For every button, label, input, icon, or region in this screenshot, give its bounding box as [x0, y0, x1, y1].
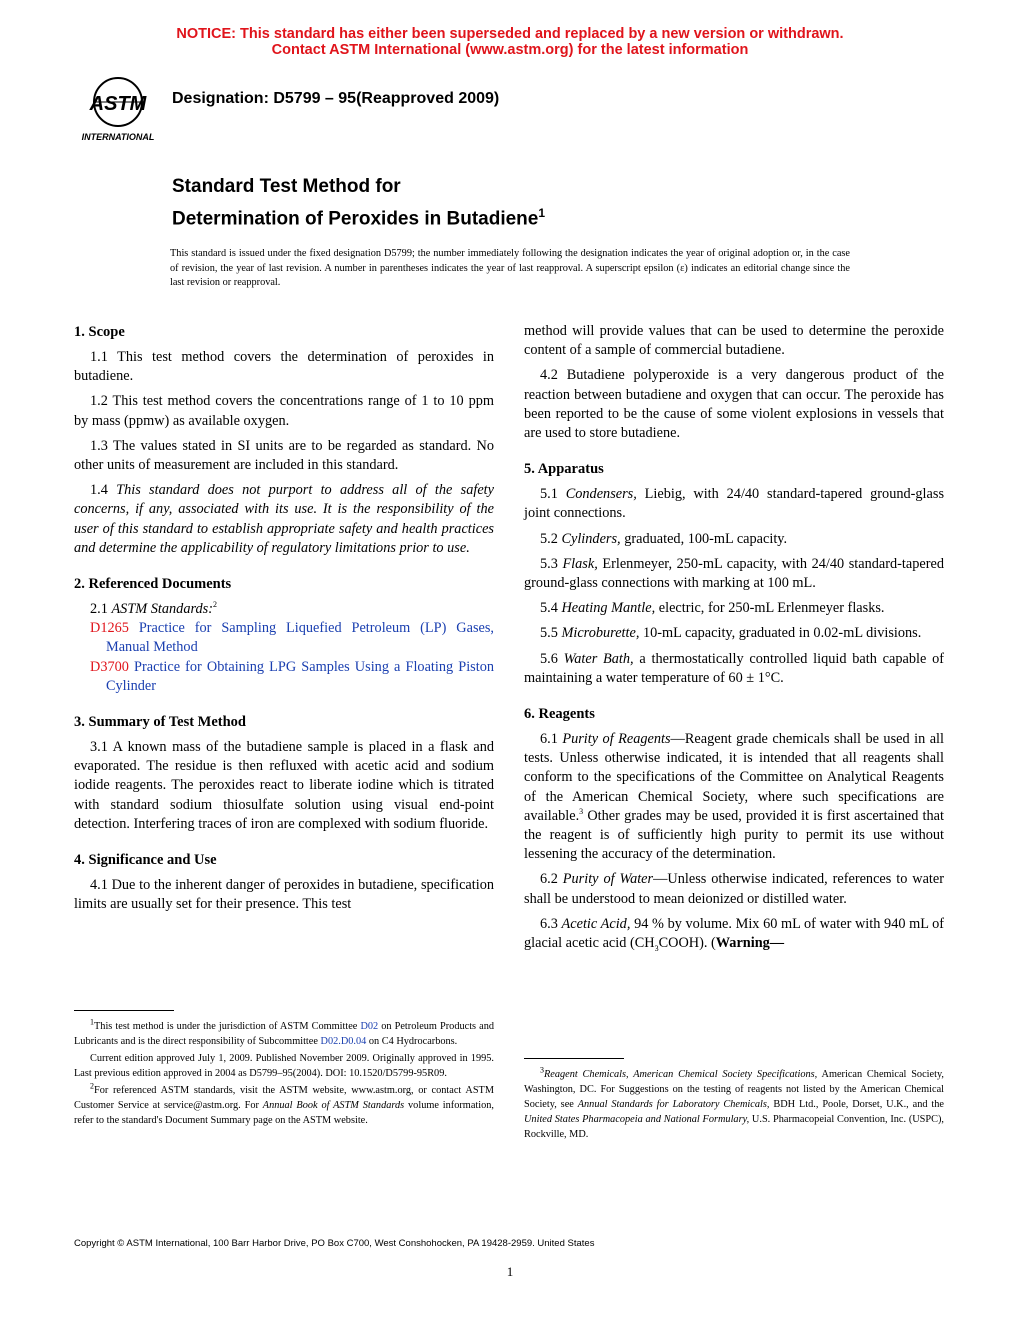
footnote-2-mark: 2 — [90, 1081, 94, 1091]
significance-4-1-part2: method will provide values that can be used to determine the peroxide content of a sample of commercial butadiene. — [524, 323, 944, 359]
logo-letters: ASTM — [89, 93, 147, 115]
footnote-1-mark: 1 — [90, 1017, 94, 1027]
designation: Designation: D5799 – 95(Reapproved 2009) — [172, 90, 500, 107]
reagents-heading: 6. Reagents — [524, 706, 595, 723]
footnote-1 — [74, 1019, 494, 1049]
scope-1-2: 1.2 This test method covers the concentrations range of 1 to 10 ppm by mass (ppmw) as available oxygen. — [74, 393, 494, 429]
footnote-1-b: on Petroleum Products and Lubricants and is the direct responsibility of Subcommittee — [74, 1021, 495, 1047]
title-text: Determination of Peroxides in Butadiene — [172, 208, 539, 230]
astm-standards-num: 2.1 — [90, 601, 108, 618]
ref-item-d3700[interactable] — [74, 658, 494, 696]
referenced-heading: 2. Referenced Documents — [74, 576, 232, 593]
section-summary — [74, 712, 494, 834]
section-scope — [74, 322, 494, 558]
reagents-6-2-term: Purity of Water — [562, 871, 654, 888]
reagents-6-3-term: Acetic Acid, — [561, 915, 631, 932]
scope-1-4-text: This standard does not purport to address all of the safety concerns, if any, associated with its use. It is the responsibility of the user of this standard to establish appropriate safety and health practices and determine the applicability of regulatory limitations prior to use. — [74, 482, 494, 556]
ref-code-d3700[interactable]: D3700 — [90, 658, 129, 675]
footnote-2-b: volume information, refer to the standard's Document Summary page on the ASTM website. — [74, 1100, 494, 1126]
footnote-1-c: on C4 Hydrocarbons. — [366, 1036, 458, 1047]
footnote-rule — [74, 1010, 174, 1011]
footnote-block — [74, 1019, 494, 1128]
reagents-6-3 — [524, 915, 944, 953]
apparatus-5-2-term: Cylinders, — [561, 530, 621, 547]
notice-line-2: Contact ASTM International (www.astm.org) for the latest information — [271, 42, 749, 58]
section-significance-cont — [524, 322, 944, 443]
footnote-3-c: U.S. Pharmacopeial Convention, Inc. (USPC), Rockville, MD. — [524, 1114, 945, 1140]
scope-1-3: 1.3 The values stated in SI units are to be regarded as standard. No other units of measurement are included in this standard. — [74, 437, 494, 474]
page-number: 1 — [506, 1264, 514, 1279]
summary-heading: 3. Summary of Test Method — [74, 714, 246, 731]
apparatus-5-5-num: 5.5 — [540, 625, 558, 642]
footnote-rule-right — [524, 1058, 624, 1059]
ref-title-d1265[interactable]: Practice for Sampling Liquefied Petroleum (LP) Gases, Manual Method — [106, 620, 494, 656]
apparatus-5-6-term: Water Bath, — [563, 650, 634, 667]
title-line-2 — [172, 200, 545, 232]
apparatus-5-5-term: Microburette, — [561, 625, 640, 642]
astm-standards-mark: 2 — [213, 600, 217, 610]
reagents-6-1-mark: 3 — [579, 807, 584, 817]
footnote-3-italic-3: United States Pharmacopeia and National Formulary, — [524, 1114, 750, 1125]
reagents-6-3-num: 6.3 — [540, 915, 558, 932]
copyright: Copyright © ASTM International, 100 Barr Harbor Drive, PO Box C700, West Conshohocken, PA 19428-2959. United States — [74, 1238, 595, 1249]
apparatus-5-3 — [524, 555, 944, 593]
apparatus-5-4-num: 5.4 — [540, 600, 558, 617]
footnote-3-italic-1: Reagent Chemicals, American Chemical Society Specifications, — [544, 1069, 818, 1080]
title-line-1: Standard Test Method for — [172, 176, 401, 197]
footnote-2-italic: Annual Book of ASTM Standards — [262, 1100, 405, 1111]
footnote-2-a: For referenced ASTM standards, visit the ASTM website, www.astm.org, or contact ASTM Customer Service at service@astm.org. For — [74, 1085, 494, 1111]
reagents-6-1 — [524, 730, 944, 864]
reagents-6-1-term: Purity of Reagents — [562, 731, 671, 748]
astm-standards-label — [74, 600, 494, 619]
footnote-3-mark: 3 — [540, 1065, 544, 1075]
apparatus-5-3-num: 5.3 — [540, 555, 558, 572]
logo-subtext: INTERNATIONAL — [81, 132, 155, 142]
subcommittee-link[interactable]: D02.D0.04 — [320, 1036, 367, 1047]
reagents-6-2 — [524, 870, 944, 908]
section-apparatus — [524, 459, 944, 688]
significance-4-1-part1: 4.1 Due to the inherent danger of peroxides in butadiene, specification limits are usually set for their presence. This test — [74, 877, 494, 913]
notice-line-1: NOTICE: This standard has either been superseded and replaced by a new version or withdrawn. — [176, 26, 844, 42]
right-footnotes — [524, 1058, 944, 1144]
reagents-6-2-num: 6.2 — [540, 871, 558, 888]
significance-heading: 4. Significance and Use — [74, 852, 217, 869]
reagents-6-3-sub: 3 — [654, 943, 659, 953]
astm-logo-icon — [74, 74, 162, 144]
summary-3-1: 3.1 A known mass of the butadiene sample is placed in a flask and evaporated. The residue is then refluxed with acetic acid and sodium iodide reagents. The peroxides react to liberate iodine which is titrated with standard sodium thiosulfate solution using visual end-point detection. Interfering traces of iron are complexed with sodium fluoride. — [74, 739, 494, 832]
ref-item-d1265[interactable] — [74, 619, 494, 657]
apparatus-5-1-num: 5.1 — [540, 486, 558, 503]
footnote-3 — [524, 1067, 944, 1142]
apparatus-5-3-text: Erlenmeyer, 250-mL capacity, with 24/40 standard-tapered ground-glass connections with marking at 100 mL. — [524, 555, 944, 592]
reagents-6-3-warning: Warning— — [715, 935, 785, 952]
significance-4-2: 4.2 Butadiene polyperoxide is a very dangerous product of the reaction between butadiene and oxygen that can occur. The peroxide has been reported to be the cause of some violent explosions in vessels that are used to store butadiene. — [524, 367, 944, 442]
title-footnote-mark: 1 — [538, 206, 546, 220]
reagents-6-3-text-a: 94 % by volume. Mix 60 mL of water with 940 mL of glacial acetic acid (CH — [524, 915, 945, 952]
apparatus-5-1-text: Liebig, with 24/40 standard-tapered ground-glass joint connections. — [524, 486, 945, 522]
apparatus-5-2 — [524, 530, 944, 549]
footnote-1-approval: Current edition approved July 1, 2009. Published November 2009. Originally approved in 1995. Last previous edition approved in 2004 as D5799–95(2004). DOI: 10.1520/D5799-95R09. — [74, 1053, 494, 1079]
ref-code-d1265[interactable]: D1265 — [90, 620, 129, 637]
withdrawal-notice — [0, 26, 1020, 58]
footnote-3-b: BDH Ltd., Poole, Dorset, U.K., and the — [769, 1099, 944, 1110]
apparatus-5-5-text: 10-mL capacity, graduated in 0.02-mL divisions. — [642, 625, 922, 642]
footnote-1-a: This test method is under the jurisdiction of ASTM Committee — [94, 1021, 361, 1032]
document-title — [172, 174, 545, 232]
left-column — [74, 322, 494, 930]
scope-1-4 — [74, 481, 494, 558]
ref-title-d3700[interactable]: Practice for Obtaining LPG Samples Using a Floating Piston Cylinder — [106, 658, 494, 694]
apparatus-5-6-num: 5.6 — [540, 650, 558, 667]
reagents-6-2-text: —Unless otherwise indicated, references to water shall be understood to mean deionized or distilled water. — [524, 871, 945, 907]
reagents-6-1-text-b: Other grades may be used, provided it is first ascertained that the reagent is of sufficiently high purity to permit its use without lessening the accuracy of the determination. — [524, 807, 944, 863]
intro-paragraph: This standard is issued under the fixed designation D5799; the number immediately following the designation indicates the year of original adoption or, in the case of revision, the year of last revision. A number in parentheses indicates the year of last reapproval. A superscript epsilon (ε) indicates an editorial change since the last revision or reapproval. — [170, 248, 850, 288]
apparatus-5-2-text: graduated, 100-mL capacity. — [624, 530, 788, 547]
scope-1-4-num: 1.4 — [90, 482, 108, 499]
footnote-2 — [74, 1083, 494, 1128]
reagents-6-3-text-b: COOH). ( — [658, 935, 716, 952]
scope-heading: 1. Scope — [74, 324, 125, 340]
scope-1-1: 1.1 This test method covers the determination of peroxides in butadiene. — [74, 349, 494, 385]
apparatus-5-6-text: a thermostatically controlled liquid bath capable of maintaining a water temperature of 60 ± 1°C. — [524, 650, 945, 686]
committee-link[interactable]: D02 — [360, 1021, 379, 1032]
apparatus-5-1-term: Condensers, — [565, 486, 637, 503]
section-significance — [74, 850, 494, 914]
footnote-block-right — [524, 1067, 944, 1142]
apparatus-5-3-term: Flask, — [562, 555, 598, 572]
astm-standards-text: ASTM Standards: — [111, 601, 213, 618]
astm-logo — [74, 74, 162, 144]
left-footnotes — [74, 1010, 494, 1130]
section-referenced-documents — [74, 574, 494, 696]
apparatus-5-2-num: 5.2 — [540, 530, 558, 547]
footnote-3-italic-2: Annual Standards for Laboratory Chemicals, — [577, 1099, 770, 1110]
apparatus-5-4-text: electric, for 250-mL Erlenmeyer flasks. — [658, 600, 885, 617]
section-reagents — [524, 704, 944, 953]
apparatus-5-5 — [524, 624, 944, 643]
apparatus-heading: 5. Apparatus — [524, 461, 604, 478]
reagents-6-1-text-a: —Reagent grade chemicals shall be used in all tests. Unless otherwise indicated, it is intended that all reagents shall conform to the specifications of the Committee on Analytical Reagents of the American Chemical Society, where such specifications are available. — [524, 731, 944, 824]
apparatus-5-1 — [524, 485, 944, 523]
apparatus-5-4 — [524, 599, 944, 618]
footnote-3-a: American Chemical Society, Washington, DC. For Suggestions on the testing of reagents not listed by the American Chemical Society, see — [524, 1069, 945, 1110]
reagents-6-1-num: 6.1 — [540, 731, 558, 748]
right-column — [524, 322, 944, 969]
apparatus-5-4-term: Heating Mantle, — [561, 600, 656, 617]
apparatus-5-6 — [524, 650, 944, 688]
